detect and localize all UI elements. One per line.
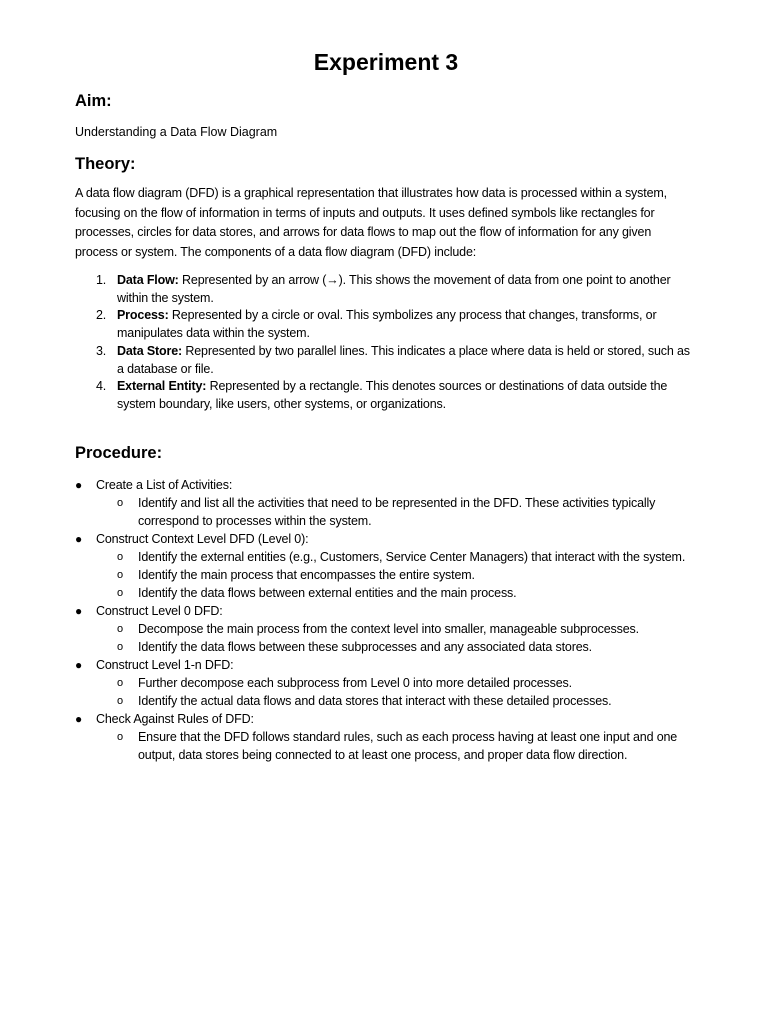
procedure-substep [96,692,697,710]
procedure-substep-text: Identify the actual data flows and data stores that interact with these detailed processes. [138,693,612,708]
procedure-substeps [96,494,697,530]
procedure-substep-text: Identify the external entities (e.g., Customers, Service Center Managers) that interact with the system. [138,549,686,564]
procedure-step [75,476,697,530]
hollow-bullet-icon: o [117,586,123,599]
procedure-heading: Procedure: [75,443,163,462]
theory-paragraph: A data flow diagram (DFD) is a graphical representation that illustrates how data is processed within a system, focusing on the flow of information in terms of inputs and outputs. It uses defined symbols like rectangles for processes, circles for data stores, and arrows for data flows to map out the flow of information for any given process or system. The components of a data flow diagram (DFD) include: [75,186,667,259]
procedure-substep-text: Identify the main process that encompasses the entire system. [138,567,475,582]
bullet-icon: ● [75,711,83,726]
component-item [75,272,697,307]
hollow-bullet-icon: o [117,622,123,635]
component-number: 1. [96,273,107,287]
procedure-step-text: Create a List of Activities: [96,477,233,492]
procedure-step [75,530,697,602]
hollow-bullet-icon: o [117,730,123,743]
component-term: External Entity: [117,379,207,394]
component-term: Data Flow: [117,273,179,287]
component-description: Represented by two parallel lines. This indicates a place where data is held or stored, such as a database or file. [117,343,690,376]
component-term: Process: [117,308,169,323]
hollow-bullet-icon: o [117,640,123,653]
aim-heading: Aim: [75,92,112,110]
theory-heading: Theory: [75,155,136,173]
component-description: Represented by an arrow (→). This shows the movement of data from one point to another within the system. [117,273,671,305]
procedure-step [75,602,697,656]
bullet-icon: ● [75,531,83,546]
bullet-icon: ● [75,603,83,618]
procedure-substeps [96,620,697,656]
procedure-step [75,656,697,710]
aim-text: Understanding a Data Flow Diagram [75,125,278,139]
procedure-substep [96,548,697,566]
procedure-step-text: Construct Level 0 DFD: [96,603,223,618]
procedure-substep [96,494,697,530]
procedure-substep [96,566,697,584]
bullet-icon: ● [75,657,83,672]
procedure-substep-text: Decompose the main process from the context level into smaller, manageable subprocesses. [138,621,639,636]
component-description: Represented by a rectangle. This denotes sources or destinations of data outside the system boundary, like users, other systems, or organizations. [117,379,668,411]
document-page [75,44,697,764]
component-item [75,307,697,342]
procedure-step-text: Construct Context Level DFD (Level 0): [96,531,309,546]
procedure-step-text: Construct Level 1-n DFD: [96,657,234,672]
document-title: Experiment 3 [313,49,459,75]
hollow-bullet-icon: o [117,694,123,707]
procedure-step-text: Check Against Rules of DFD: [96,711,254,726]
component-number: 2. [96,308,107,323]
components-list [75,272,697,414]
hollow-bullet-icon: o [117,496,123,509]
component-number: 4. [96,379,107,394]
procedure-steps-list [75,476,697,764]
component-item [75,343,697,378]
procedure-substep [96,584,697,602]
bullet-icon: ● [75,477,83,492]
procedure-step [75,710,697,764]
procedure-substep [96,674,697,692]
component-term: Data Store: [117,343,183,358]
component-item [75,378,697,413]
procedure-substeps [96,548,697,602]
procedure-substep-text: Identify the data flows between these subprocesses and any associated data stores. [138,639,592,654]
procedure-substep-text: Ensure that the DFD follows standard rules, such as each process having at least one input and one output, data stores being connected to at least one process, and proper data flow direction. [138,729,678,762]
procedure-substeps [96,728,697,764]
hollow-bullet-icon: o [117,550,123,563]
procedure-substep [96,638,697,656]
procedure-substep-text: Further decompose each subprocess from Level 0 into more detailed processes. [138,675,572,690]
procedure-substep [96,620,697,638]
procedure-substep-text: Identify the data flows between external entities and the main process. [138,585,517,600]
component-number: 3. [96,343,107,358]
hollow-bullet-icon: o [117,676,123,689]
procedure-substep-text: Identify and list all the activities that need to be represented in the DFD. These activities typically correspond to processes within the system. [138,495,656,528]
procedure-substep [96,728,697,764]
hollow-bullet-icon: o [117,568,123,581]
component-description: Represented by a circle or oval. This symbolizes any process that changes, transforms, or manipulates data within the system. [117,308,657,341]
procedure-substeps [96,674,697,710]
